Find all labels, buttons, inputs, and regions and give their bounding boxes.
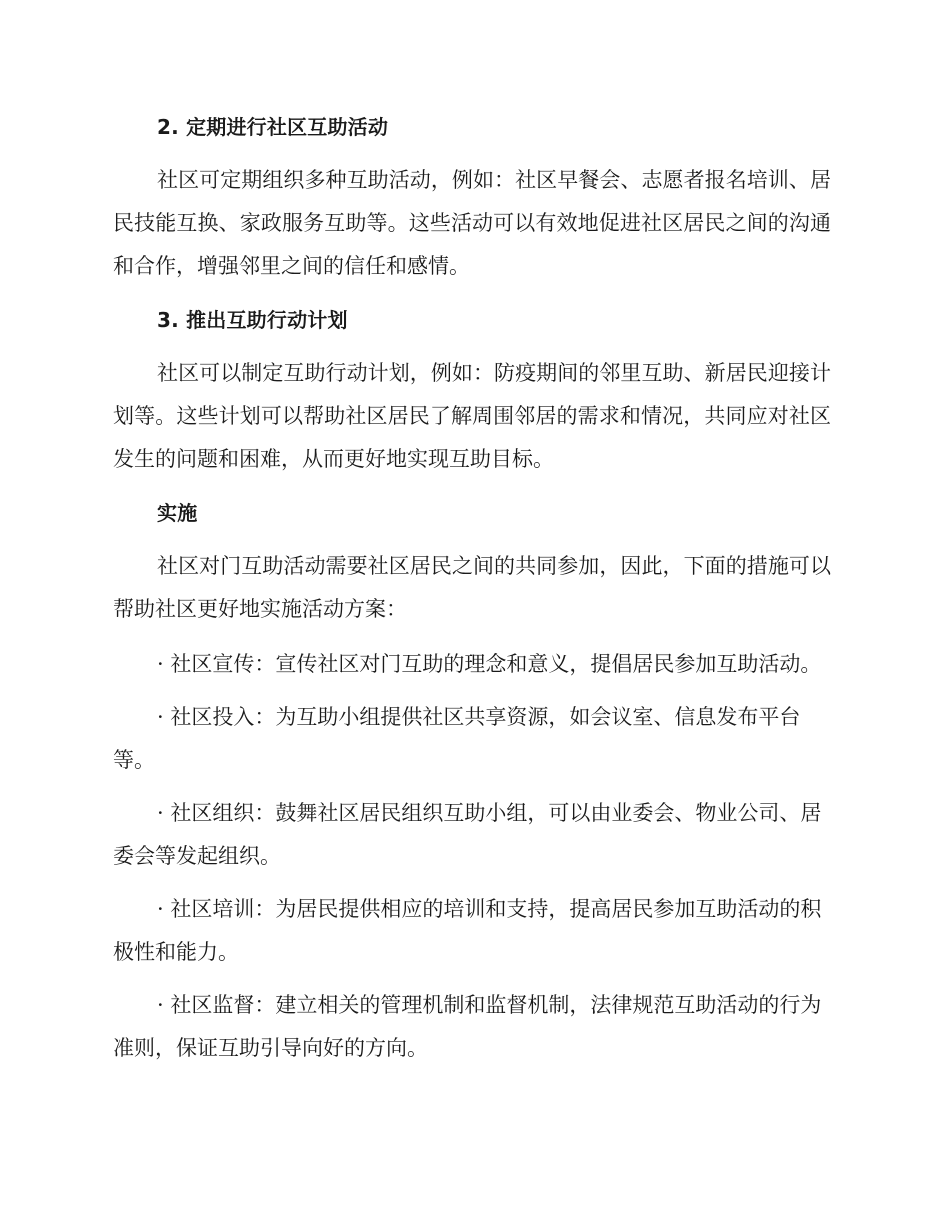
section-heading-regular-activities: 2. 定期进行社区互助活动 bbox=[157, 115, 389, 139]
section-paragraph-action-plan: 社区可以制定互助行动计划，例如：防疫期间的邻里互助、新居民迎接计划等。这些计划可以帮助社区居民了解周围邻居的需求和情况，共同应对社区发生的问题和困难，从而更好地实现互助目标。 bbox=[113, 361, 831, 471]
section-heading-action-plan: 3. 推出互助行动计划 bbox=[157, 308, 348, 332]
section-paragraph-regular-activities: 社区可定期组织多种互助活动，例如：社区早餐会、志愿者报名培训、居民技能互换、家政服务互助等。这些活动可以有效地促进社区居民之间的沟通和合作，增强邻里之间的信任和感情。 bbox=[113, 168, 831, 278]
document-body bbox=[113, 107, 831, 1080]
bullet-item-publicity: · 社区宣传：宣传社区对门互助的理念和意义，提倡居民参加互助活动。 bbox=[157, 652, 822, 676]
bullet-item-supervision: · 社区监督：建立相关的管理机制和监督机制，法律规范互助活动的行为准则，保证互助引导向好的方向。 bbox=[113, 993, 822, 1060]
section-paragraph-implementation: 社区对门互助活动需要社区居民之间的共同参加，因此，下面的措施可以帮助社区更好地实施活动方案： bbox=[113, 554, 831, 621]
bullet-item-training: · 社区培训：为居民提供相应的培训和支持，提高居民参加互助活动的积极性和能力。 bbox=[113, 897, 822, 964]
bullet-item-investment: · 社区投入：为互助小组提供社区共享资源，如会议室、信息发布平台等。 bbox=[113, 705, 801, 772]
section-heading-implementation: 实施 bbox=[157, 501, 198, 525]
bullet-item-organization: · 社区组织：鼓舞社区居民组织互助小组，可以由业委会、物业公司、居委会等发起组织。 bbox=[113, 801, 822, 868]
